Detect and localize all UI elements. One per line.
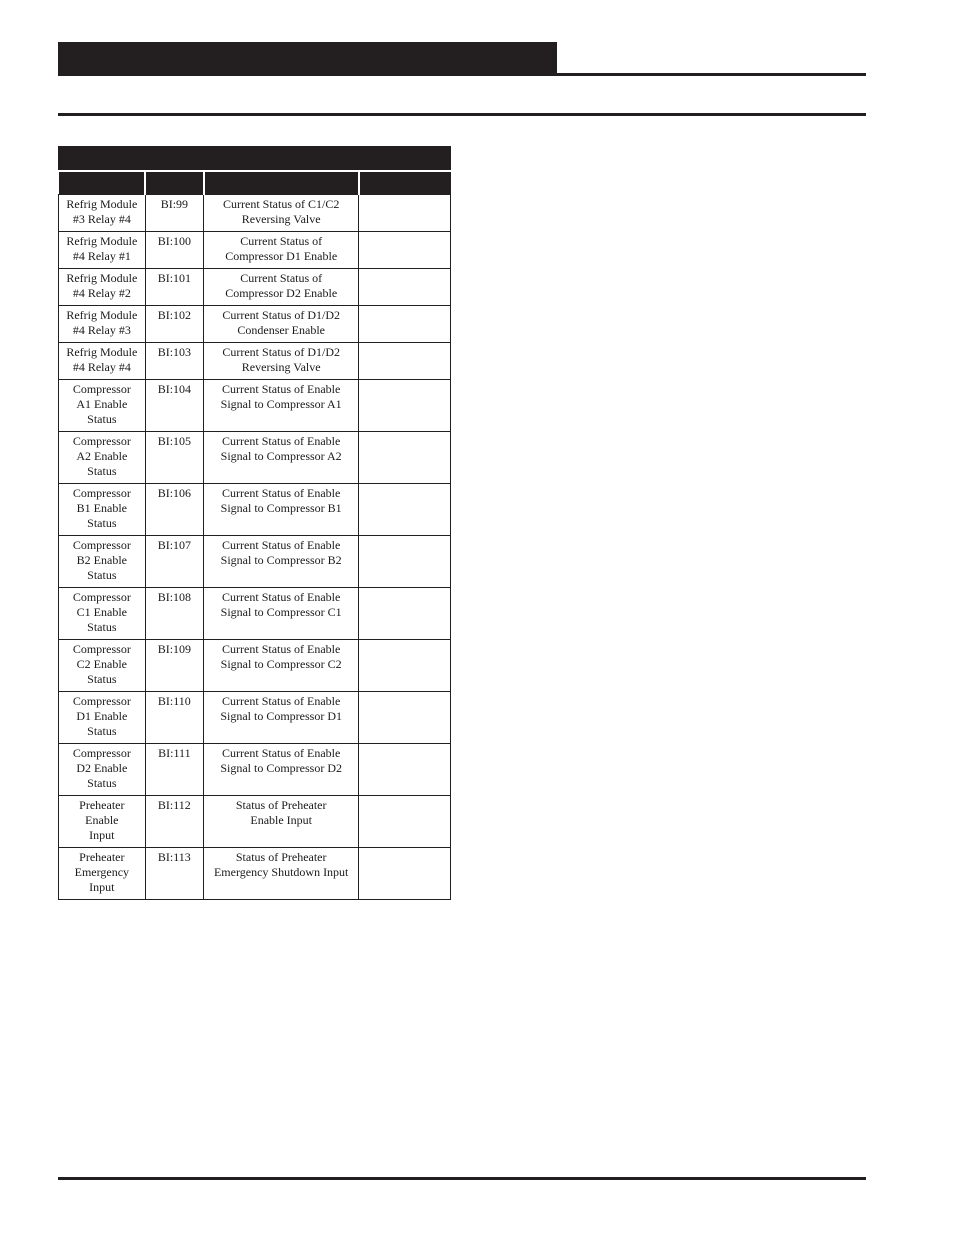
- description-line: Current Status of Enable: [222, 434, 341, 448]
- point-name-line: D1 Enable: [76, 709, 128, 723]
- point-name-line: A1 Enable: [76, 397, 128, 411]
- description-cell: [204, 848, 359, 900]
- value-cell: [359, 536, 451, 588]
- description-cell: [204, 343, 359, 380]
- point-name-line: Status: [87, 412, 117, 426]
- bi-address: BI:99: [160, 197, 189, 211]
- points-table: [58, 170, 451, 900]
- bi-address: BI:111: [158, 746, 191, 760]
- bi-address: BI:109: [157, 642, 192, 656]
- bi-address-cell: [145, 640, 203, 692]
- section-rule: [58, 113, 866, 116]
- table-row: [59, 848, 451, 900]
- description-cell: [204, 484, 359, 536]
- bi-address: BI:101: [157, 271, 192, 285]
- description-line: Reversing Valve: [241, 360, 321, 374]
- description-line: Current Status of Enable: [222, 694, 341, 708]
- bi-address-cell: [145, 588, 203, 640]
- bi-address: BI:102: [157, 308, 192, 322]
- description-line: Current Status of D1/D2: [222, 345, 341, 359]
- point-name-cell: [59, 692, 146, 744]
- point-name-line: Refrig Module: [66, 197, 138, 211]
- description-line: Signal to Compressor A1: [220, 397, 342, 411]
- point-name-line: Preheater: [79, 798, 125, 812]
- point-name-cell: [59, 432, 146, 484]
- description-cell: [204, 232, 359, 269]
- header-cell-bi: [145, 171, 203, 195]
- point-name-line: B2 Enable: [76, 553, 127, 567]
- description-line: Current Status of: [240, 271, 323, 285]
- header-cell-name: [59, 171, 146, 195]
- table-row: [59, 432, 451, 484]
- bi-address: BI:112: [157, 798, 191, 812]
- point-name-line: C1 Enable: [76, 605, 127, 619]
- table-row: [59, 796, 451, 848]
- table-row: [59, 380, 451, 432]
- description-cell: [204, 432, 359, 484]
- point-name-cell: [59, 588, 146, 640]
- description-line: Current Status of C1/C2: [223, 197, 340, 211]
- point-name-cell: [59, 848, 146, 900]
- point-name-cell: [59, 536, 146, 588]
- description-line: Signal to Compressor D1: [220, 709, 343, 723]
- point-name-line: C2 Enable: [76, 657, 127, 671]
- point-name-cell: [59, 796, 146, 848]
- header-bar: [58, 42, 557, 76]
- bi-address: BI:104: [157, 382, 192, 396]
- point-name-line: Compressor: [72, 642, 131, 656]
- value-cell: [359, 432, 451, 484]
- table-header-row: [59, 171, 451, 195]
- table-row: [59, 484, 451, 536]
- point-name-line: Preheater: [79, 850, 125, 864]
- point-name-line: A2 Enable: [76, 449, 128, 463]
- bi-address-cell: [145, 484, 203, 536]
- table-row: [59, 195, 451, 232]
- table-row: [59, 744, 451, 796]
- header-cell-value: [359, 171, 451, 195]
- point-name-line: #4 Relay #3: [72, 323, 131, 337]
- point-name-line: Status: [87, 776, 117, 790]
- point-name-line: B1 Enable: [76, 501, 127, 515]
- bi-address-cell: [145, 380, 203, 432]
- table-row: [59, 269, 451, 306]
- value-cell: [359, 195, 451, 232]
- point-name-line: Status: [87, 464, 117, 478]
- value-cell: [359, 692, 451, 744]
- description-cell: [204, 195, 359, 232]
- description-line: Condenser Enable: [237, 323, 325, 337]
- bi-address-cell: [145, 232, 203, 269]
- bi-address-cell: [145, 848, 203, 900]
- point-name-line: D2 Enable: [76, 761, 128, 775]
- point-name-line: Emergency: [74, 865, 130, 879]
- description-cell: [204, 744, 359, 796]
- bi-address-cell: [145, 306, 203, 343]
- description-line: Current Status of Enable: [222, 642, 341, 656]
- description-line: Current Status of Enable: [222, 486, 341, 500]
- point-name-line: Status: [87, 672, 117, 686]
- bi-address-cell: [145, 195, 203, 232]
- description-cell: [204, 380, 359, 432]
- point-name-cell: [59, 232, 146, 269]
- table-row: [59, 343, 451, 380]
- point-name-line: Compressor: [72, 590, 131, 604]
- bi-address-cell: [145, 343, 203, 380]
- point-name-line: Status: [87, 724, 117, 738]
- value-cell: [359, 343, 451, 380]
- header-rule: [557, 73, 866, 76]
- description-line: Current Status of Enable: [222, 538, 341, 552]
- point-name-line: Status: [87, 568, 117, 582]
- footer-rule: [58, 1177, 866, 1180]
- bi-address-cell: [145, 692, 203, 744]
- description-line: Signal to Compressor C1: [220, 605, 342, 619]
- bi-address-cell: [145, 269, 203, 306]
- point-name-line: Input: [89, 880, 115, 894]
- point-name-line: Compressor: [72, 486, 131, 500]
- point-name-line: Compressor: [72, 746, 131, 760]
- description-cell: [204, 588, 359, 640]
- bi-address: BI:107: [157, 538, 192, 552]
- value-cell: [359, 484, 451, 536]
- point-name-line: Refrig Module: [66, 234, 138, 248]
- description-line: Signal to Compressor A2: [220, 449, 342, 463]
- table-row: [59, 588, 451, 640]
- description-cell: [204, 640, 359, 692]
- table-body: [59, 195, 451, 900]
- bi-address: BI:105: [157, 434, 192, 448]
- point-name-line: Status: [87, 620, 117, 634]
- point-name-line: Compressor: [72, 434, 131, 448]
- bi-address: BI:108: [157, 590, 192, 604]
- description-cell: [204, 536, 359, 588]
- point-name-cell: [59, 744, 146, 796]
- bi-address: BI:110: [157, 694, 191, 708]
- description-line: Signal to Compressor B2: [220, 553, 342, 567]
- point-name-line: Compressor: [72, 538, 131, 552]
- point-name-line: Refrig Module: [66, 308, 138, 322]
- table-row: [59, 232, 451, 269]
- table-title-bar: [58, 146, 451, 170]
- value-cell: [359, 269, 451, 306]
- description-line: Signal to Compressor C2: [220, 657, 342, 671]
- table-row: [59, 306, 451, 343]
- bi-address: BI:106: [157, 486, 192, 500]
- description-line: Current Status of Enable: [222, 746, 341, 760]
- bi-address-cell: [145, 796, 203, 848]
- table-row: [59, 692, 451, 744]
- point-name-cell: [59, 343, 146, 380]
- description-line: Current Status of D1/D2: [222, 308, 341, 322]
- description-line: Compressor D2 Enable: [225, 286, 338, 300]
- value-cell: [359, 232, 451, 269]
- description-line: Status of Preheater: [235, 798, 327, 812]
- point-name-line: #4 Relay #2: [72, 286, 131, 300]
- bi-address: BI:103: [157, 345, 192, 359]
- value-cell: [359, 380, 451, 432]
- description-line: Current Status of Enable: [222, 590, 341, 604]
- point-name-line: #3 Relay #4: [72, 212, 131, 226]
- description-cell: [204, 796, 359, 848]
- point-name-line: #4 Relay #1: [72, 249, 131, 263]
- point-name-line: Input: [89, 828, 115, 842]
- value-cell: [359, 848, 451, 900]
- point-name-cell: [59, 484, 146, 536]
- bi-address-cell: [145, 432, 203, 484]
- description-cell: [204, 692, 359, 744]
- value-cell: [359, 588, 451, 640]
- table-row: [59, 536, 451, 588]
- description-line: Current Status of: [240, 234, 323, 248]
- description-line: Signal to Compressor D2: [220, 761, 343, 775]
- point-name-cell: [59, 380, 146, 432]
- bi-address-cell: [145, 744, 203, 796]
- point-name-line: Compressor: [72, 694, 131, 708]
- point-name-cell: [59, 640, 146, 692]
- description-line: Status of Preheater: [235, 850, 327, 864]
- description-cell: [204, 306, 359, 343]
- description-line: Signal to Compressor B1: [220, 501, 342, 515]
- point-name-cell: [59, 306, 146, 343]
- description-line: Enable Input: [250, 813, 313, 827]
- table-row: [59, 640, 451, 692]
- point-name-line: Refrig Module: [66, 271, 138, 285]
- value-cell: [359, 640, 451, 692]
- point-name-line: #4 Relay #4: [72, 360, 131, 374]
- description-line: Reversing Valve: [241, 212, 321, 226]
- bi-address-cell: [145, 536, 203, 588]
- description-line: Compressor D1 Enable: [225, 249, 338, 263]
- value-cell: [359, 796, 451, 848]
- value-cell: [359, 744, 451, 796]
- bi-address: BI:100: [157, 234, 192, 248]
- value-cell: [359, 306, 451, 343]
- bi-address: BI:113: [157, 850, 191, 864]
- point-name-line: Compressor: [72, 382, 131, 396]
- header-cell-description: [204, 171, 359, 195]
- point-name-line: Enable: [85, 813, 119, 827]
- point-name-line: Refrig Module: [66, 345, 138, 359]
- description-cell: [204, 269, 359, 306]
- point-name-cell: [59, 195, 146, 232]
- description-line: Current Status of Enable: [222, 382, 341, 396]
- description-line: Emergency Shutdown Input: [213, 865, 349, 879]
- point-name-line: Status: [87, 516, 117, 530]
- point-name-cell: [59, 269, 146, 306]
